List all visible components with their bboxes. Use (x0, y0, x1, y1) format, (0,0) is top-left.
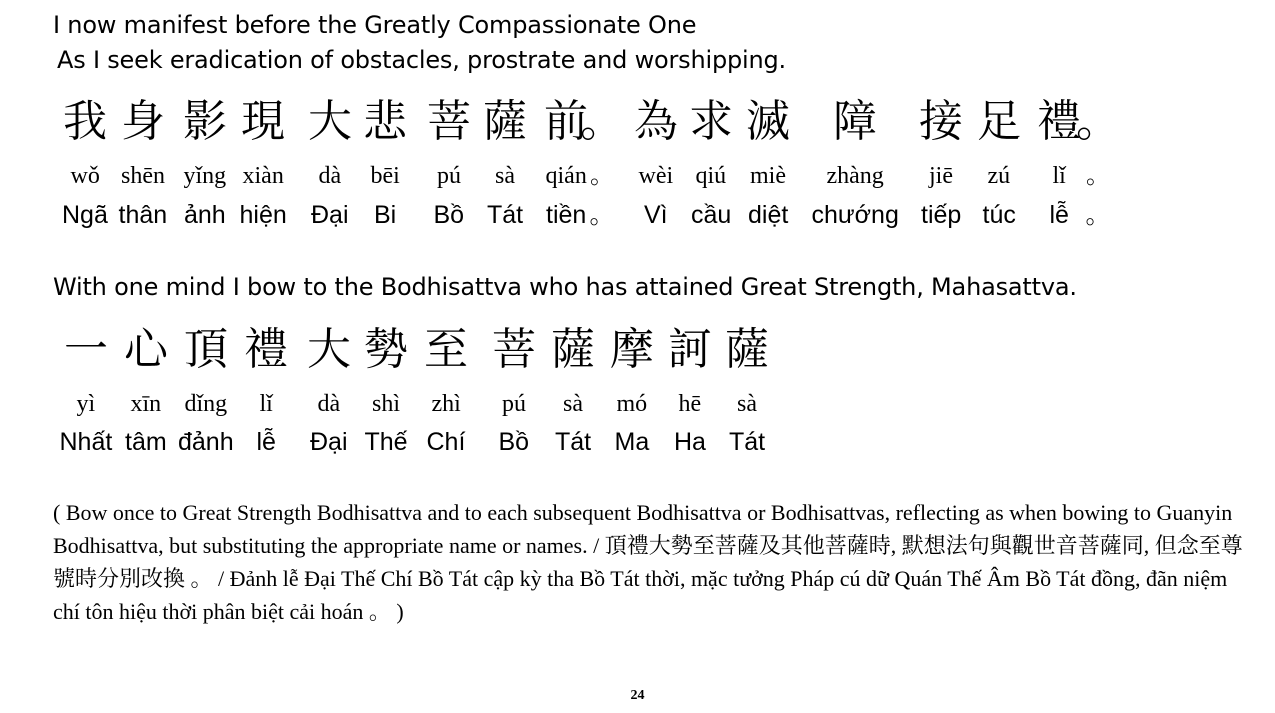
verse1-english-line2: As I seek eradication of obstacles, prostrate and worshipping. (57, 46, 786, 74)
verse2-english: With one mind I bow to the Bodhisattva who has attained Great Strength, Mahasattva. (53, 273, 1077, 301)
verse1-pinyin-syllable-9: qián (545, 163, 587, 189)
verse1-chinese-char-1: 我 (63, 96, 107, 147)
verse2-pinyin-syllable-2: xīn (130, 391, 162, 417)
verse1-vietnamese-word-6: Bi (374, 201, 397, 229)
verse2-chinese-char-5: 大 (307, 324, 351, 375)
verse1-chinese-char-10: 。 (580, 96, 624, 147)
verse1-vietnamese-word-8: Tát (487, 201, 524, 229)
verse2-pinyin-syllable-11: hē (678, 391, 702, 417)
footnote: ( Bow once to Great Strength Bodhisattva and to each subsequent Bodhisattva or Bodhisattvas, reflecting as when bowing to Guanyin Bodhisattva, but substituting the appropriate name or names. / 頂禮大勢至菩薩及其他菩薩時, 默想法句與觀世音菩薩同, 但念至尊號時分別改換 。 / Đảnh lễ Đại Thế Chí Bồ Tát cập kỳ tha Bồ Tát thời, mặc tưởng Pháp cú dữ Quán Thế Âm Bồ Tát đồng, đãn niệm chí tôn hiệu thời phân biệt cải hoán 。 ) (53, 500, 1243, 624)
verse1-vietnamese-word-4: hiện (239, 201, 287, 229)
verse1-chinese-char-5: 大 (308, 96, 352, 147)
verse1-pinyin-syllable-8: sà (495, 163, 515, 189)
verse2-pinyin-syllable-5: dà (317, 391, 341, 417)
verse1-chinese-char-6: 悲 (363, 96, 407, 147)
verse1-chinese-char-9: 前 (544, 96, 588, 147)
verse2-chinese-char-8: 菩 (492, 324, 536, 375)
verse1-pinyin-syllable-12: qiú (695, 163, 727, 189)
verse1-pinyin-syllable-18: 。 (1086, 163, 1110, 189)
verse2-vietnamese-word-10: Ma (614, 428, 650, 456)
verse1-pinyin-syllable-1: wǒ (70, 163, 100, 189)
verse2-chinese-char-3: 頂 (184, 324, 228, 375)
page-number: 24 (630, 688, 645, 703)
verse1-chinese-char-13: 滅 (746, 96, 790, 147)
verse1-pinyin-syllable-14: zhàng (826, 163, 884, 189)
verse2-pinyin-syllable-1: yì (76, 391, 96, 417)
verse2-chinese-char-4: 禮 (244, 324, 288, 375)
verse1-vietnamese-word-12: cầu (691, 201, 732, 229)
verse1-chinese-char-8: 薩 (483, 96, 527, 147)
verse2-pinyin-syllable-9: sà (563, 391, 583, 417)
verse1-pinyin-syllable-4: xiàn (242, 163, 284, 189)
verse2-vietnamese-word-11: Ha (674, 428, 706, 456)
verse2-pinyin-syllable-12: sà (737, 391, 757, 417)
verse1-pinyin-syllable-13: miè (750, 163, 786, 189)
verse1-vietnamese-word-2: thân (118, 201, 168, 229)
verse2-vietnamese-word-4: lễ (256, 428, 276, 456)
verse2-pinyin-syllable-10: mó (616, 391, 648, 417)
verse1-chinese-char-14: 障 (833, 96, 877, 147)
verse1-chinese-char-18: 。 (1076, 96, 1120, 147)
verse2-pinyin-syllable-6: shì (372, 391, 401, 417)
verse2-pinyin-syllable-8: pú (502, 391, 526, 417)
verse2-chinese-char-1: 一 (64, 324, 108, 375)
verse1-pinyin-syllable-3: yǐng (183, 163, 227, 189)
verse2-vietnamese-word-7: Chí (426, 428, 466, 456)
verse2-pinyin-syllable-3: dǐng (184, 391, 228, 417)
verse1-pinyin-syllable-15: jiē (929, 163, 953, 189)
verse1-chinese-char-11: 為 (634, 96, 678, 147)
verse1-pinyin-syllable-17: lǐ (1052, 163, 1066, 189)
verse1-pinyin-syllable-5: dà (318, 163, 342, 189)
verse1-vietnamese-word-7: Bồ (433, 201, 465, 229)
verse1-chinese-char-4: 現 (241, 96, 285, 147)
verse2-pinyin-syllable-4: lǐ (259, 391, 273, 417)
verse1-chinese-char-17: 禮 (1037, 96, 1081, 147)
verse1-pinyin-syllable-16: zú (987, 163, 1011, 189)
verse2-vietnamese-word-5: Đại (310, 428, 348, 456)
verse2-vietnamese-word-6: Thế (364, 428, 408, 456)
verse1-vietnamese-word-3: ảnh (184, 201, 226, 229)
verse1-pinyin-syllable-10: 。 (590, 163, 614, 189)
verse1-vietnamese-word-10: 。 (589, 201, 615, 229)
verse1-pinyin-syllable-11: wèi (638, 163, 674, 189)
verse2-chinese-char-12: 薩 (725, 324, 769, 375)
verse2-vietnamese-word-12: Tát (729, 428, 766, 456)
verse1-vietnamese-word-1: Ngã (62, 201, 108, 229)
verse2-chinese-char-11: 訶 (668, 324, 712, 375)
verse1-chinese-char-16: 足 (977, 96, 1021, 147)
verse2-vietnamese-word-3: đảnh (178, 428, 234, 456)
verse1-vietnamese-word-13: diệt (748, 201, 789, 229)
verse1-vietnamese-word-18: 。 (1085, 201, 1111, 229)
verse1-vietnamese-word-17: lễ (1049, 201, 1069, 229)
verse2-chinese-char-2: 心 (124, 324, 168, 375)
verse1-chinese-char-7: 菩 (427, 96, 471, 147)
verse1-chinese-char-15: 接 (919, 96, 963, 147)
verse1-chinese-char-2: 身 (121, 96, 165, 147)
verse1-vietnamese-word-5: Đại (311, 201, 349, 229)
verse2-chinese-char-6: 勢 (364, 324, 408, 375)
verse2-chinese-char-7: 至 (424, 324, 468, 375)
verse1-english-line1: I now manifest before the Greatly Compassionate One (53, 11, 697, 39)
verse1-pinyin-syllable-7: pú (437, 163, 461, 189)
verse1-chinese-char-3: 影 (183, 96, 227, 147)
verse2-vietnamese-word-8: Bồ (498, 428, 530, 456)
verse1-pinyin-syllable-2: shēn (121, 163, 165, 189)
verse2-chinese-char-9: 薩 (551, 324, 595, 375)
verse1-vietnamese-word-16: túc (982, 201, 1016, 229)
verse2-vietnamese-word-1: Nhất (59, 428, 113, 456)
verse1-vietnamese-word-15: tiếp (921, 201, 962, 229)
verse1-vietnamese-word-14: chướng (811, 201, 899, 229)
verse1-chinese-char-12: 求 (689, 96, 733, 147)
verse2-pinyin-syllable-7: zhì (431, 391, 461, 417)
verse1-vietnamese-word-9: tiền (546, 201, 587, 229)
verse2-vietnamese-word-9: Tát (555, 428, 592, 456)
verse1-pinyin-syllable-6: bēi (370, 163, 400, 189)
verse1-vietnamese-word-11: Vì (644, 201, 668, 229)
verse2-vietnamese-word-2: tâm (125, 428, 167, 456)
verse2-chinese-char-10: 摩 (610, 324, 654, 375)
